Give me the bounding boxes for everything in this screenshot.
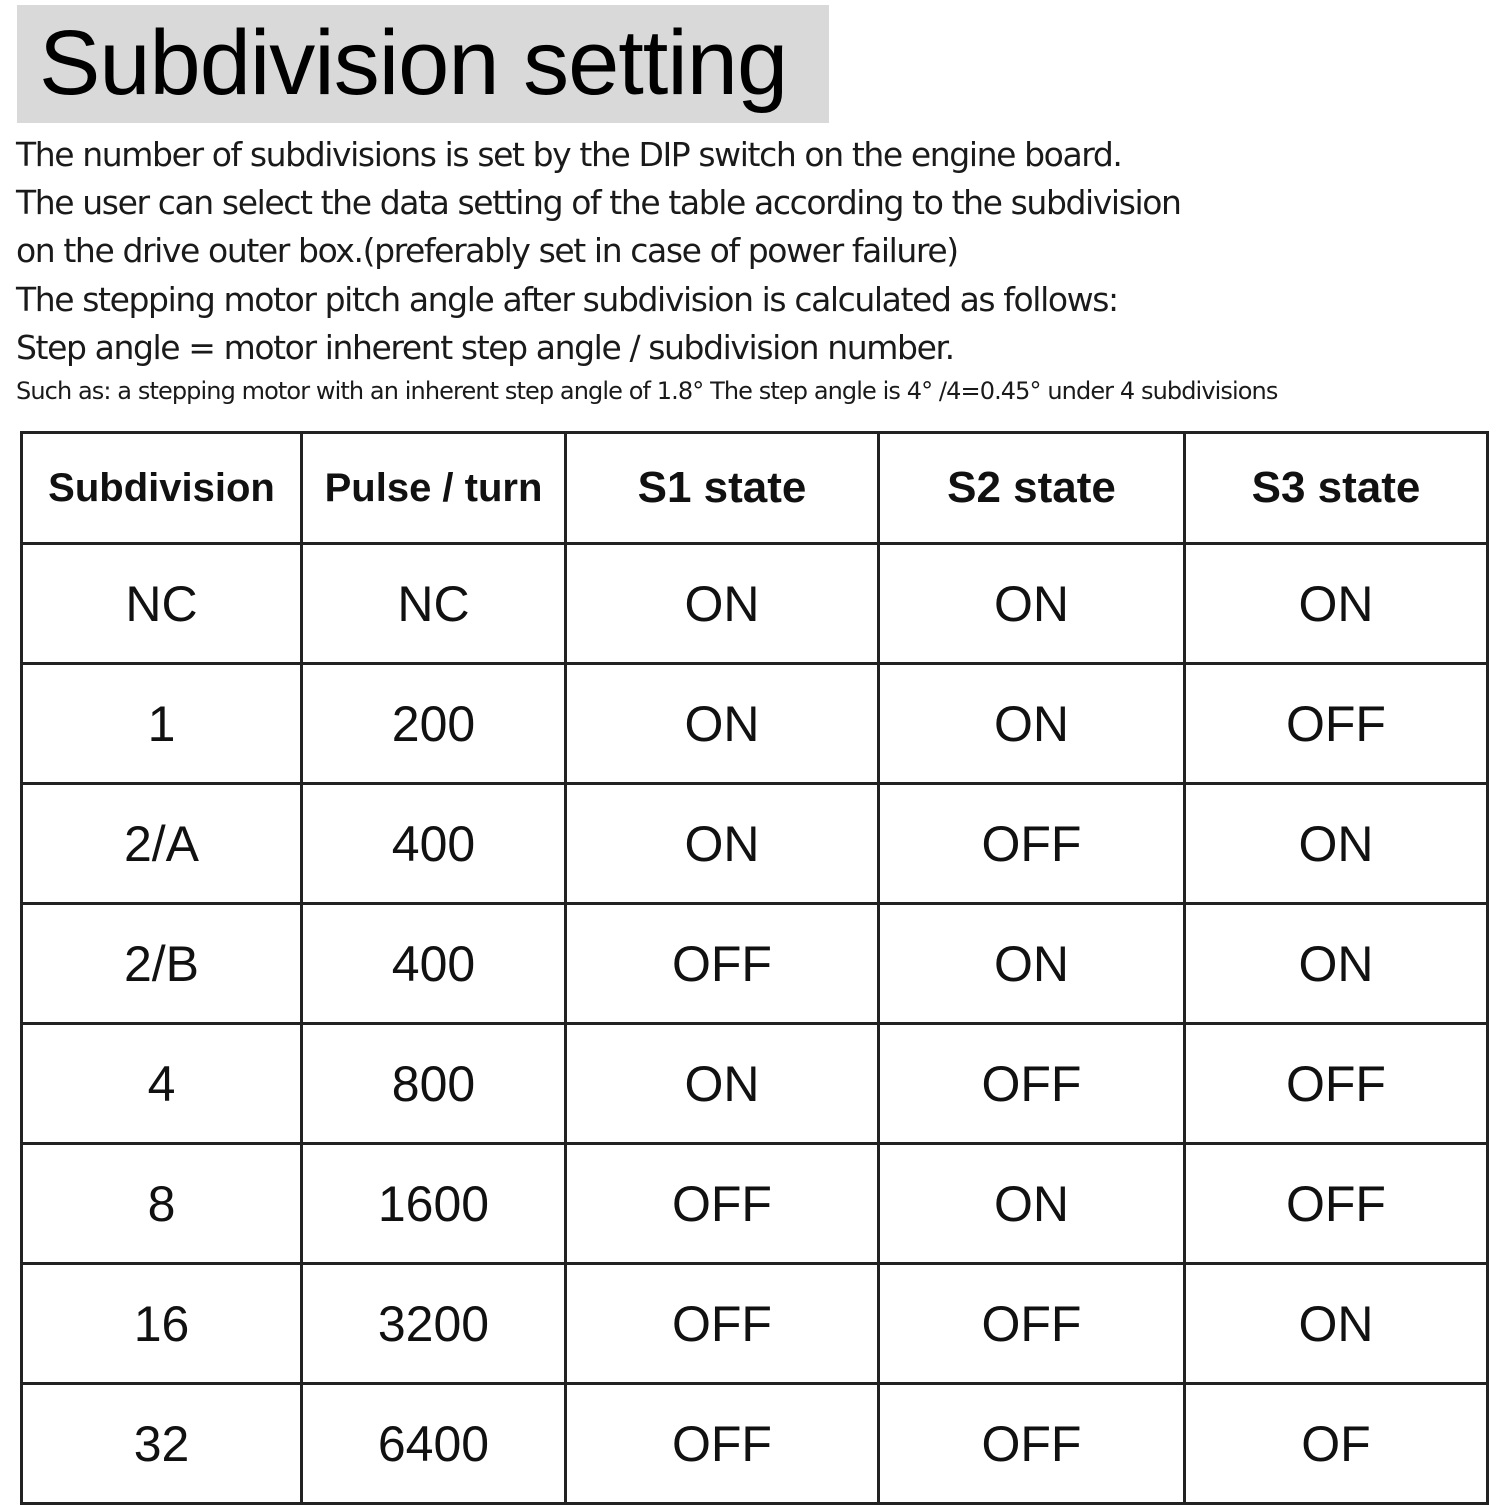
description-line-4: The stepping motor pitch angle after subdivision is calculated as follows: xyxy=(16,280,1118,319)
cell-s2-state: OFF xyxy=(879,1384,1185,1504)
table-header-row xyxy=(22,433,1488,544)
cell-s2-state: OFF xyxy=(879,784,1185,904)
description-line-3: on the drive outer box.(preferably set in case of power failure) xyxy=(16,231,958,270)
title-banner xyxy=(17,5,829,123)
example-note: Such as: a stepping motor with an inherent step angle of 1.8° The step angle is 4° /4=0.45° under 4 subdivisions xyxy=(16,377,1278,405)
header-s2-state: S2 state xyxy=(879,433,1185,544)
cell-s1-state: ON xyxy=(566,1024,879,1144)
cell-s2-state: OFF xyxy=(879,1024,1185,1144)
cell-pulse-per-turn: 800 xyxy=(302,1024,566,1144)
table-row xyxy=(22,784,1488,904)
cell-s3-state: ON xyxy=(1185,544,1488,664)
cell-s2-state: ON xyxy=(879,1144,1185,1264)
cell-pulse-per-turn: 400 xyxy=(302,784,566,904)
cell-subdivision: 1 xyxy=(22,664,302,784)
cell-subdivision: 2/A xyxy=(22,784,302,904)
cell-subdivision: 16 xyxy=(22,1264,302,1384)
cell-s3-state: OFF xyxy=(1185,1024,1488,1144)
page-title: Subdivision setting xyxy=(39,12,788,114)
cell-pulse-per-turn: 3200 xyxy=(302,1264,566,1384)
cell-subdivision: 8 xyxy=(22,1144,302,1264)
cell-s1-state: ON xyxy=(566,784,879,904)
subdivision-table xyxy=(20,431,1489,1505)
cell-subdivision: NC xyxy=(22,544,302,664)
header-s1-state: S1 state xyxy=(566,433,879,544)
cell-s3-state: OFF xyxy=(1185,664,1488,784)
description-line-2: The user can select the data setting of the table according to the subdivision xyxy=(16,183,1181,222)
cell-s3-state: OFF xyxy=(1185,1144,1488,1264)
cell-s1-state: OFF xyxy=(566,1384,879,1504)
cell-s1-state: OFF xyxy=(566,1144,879,1264)
cell-s1-state: ON xyxy=(566,664,879,784)
table-row xyxy=(22,904,1488,1024)
table-row xyxy=(22,1024,1488,1144)
description-line-5: Step angle = motor inherent step angle / subdivision number. xyxy=(16,328,954,367)
table-row xyxy=(22,1384,1488,1504)
cell-s2-state: ON xyxy=(879,544,1185,664)
cell-s1-state: ON xyxy=(566,544,879,664)
cell-pulse-per-turn: 1600 xyxy=(302,1144,566,1264)
table-row xyxy=(22,1144,1488,1264)
cell-s3-state: ON xyxy=(1185,904,1488,1024)
cell-s2-state: ON xyxy=(879,664,1185,784)
table-row xyxy=(22,664,1488,784)
cell-pulse-per-turn: 200 xyxy=(302,664,566,784)
cell-subdivision: 2/B xyxy=(22,904,302,1024)
cell-s2-state: OFF xyxy=(879,1264,1185,1384)
description-line-1: The number of subdivisions is set by the DIP switch on the engine board. xyxy=(16,135,1122,174)
table-row xyxy=(22,544,1488,664)
header-subdivision: Subdivision xyxy=(22,433,302,544)
cell-pulse-per-turn: NC xyxy=(302,544,566,664)
cell-pulse-per-turn: 400 xyxy=(302,904,566,1024)
cell-subdivision: 4 xyxy=(22,1024,302,1144)
cell-s3-state: ON xyxy=(1185,1264,1488,1384)
cell-s3-state: OF xyxy=(1185,1384,1488,1504)
cell-s1-state: OFF xyxy=(566,904,879,1024)
cell-subdivision: 32 xyxy=(22,1384,302,1504)
cell-s3-state: ON xyxy=(1185,784,1488,904)
header-pulse-per-turn: Pulse / turn xyxy=(302,433,566,544)
cell-s1-state: OFF xyxy=(566,1264,879,1384)
cell-s2-state: ON xyxy=(879,904,1185,1024)
header-s3-state: S3 state xyxy=(1185,433,1488,544)
cell-pulse-per-turn: 6400 xyxy=(302,1384,566,1504)
table-row xyxy=(22,1264,1488,1384)
